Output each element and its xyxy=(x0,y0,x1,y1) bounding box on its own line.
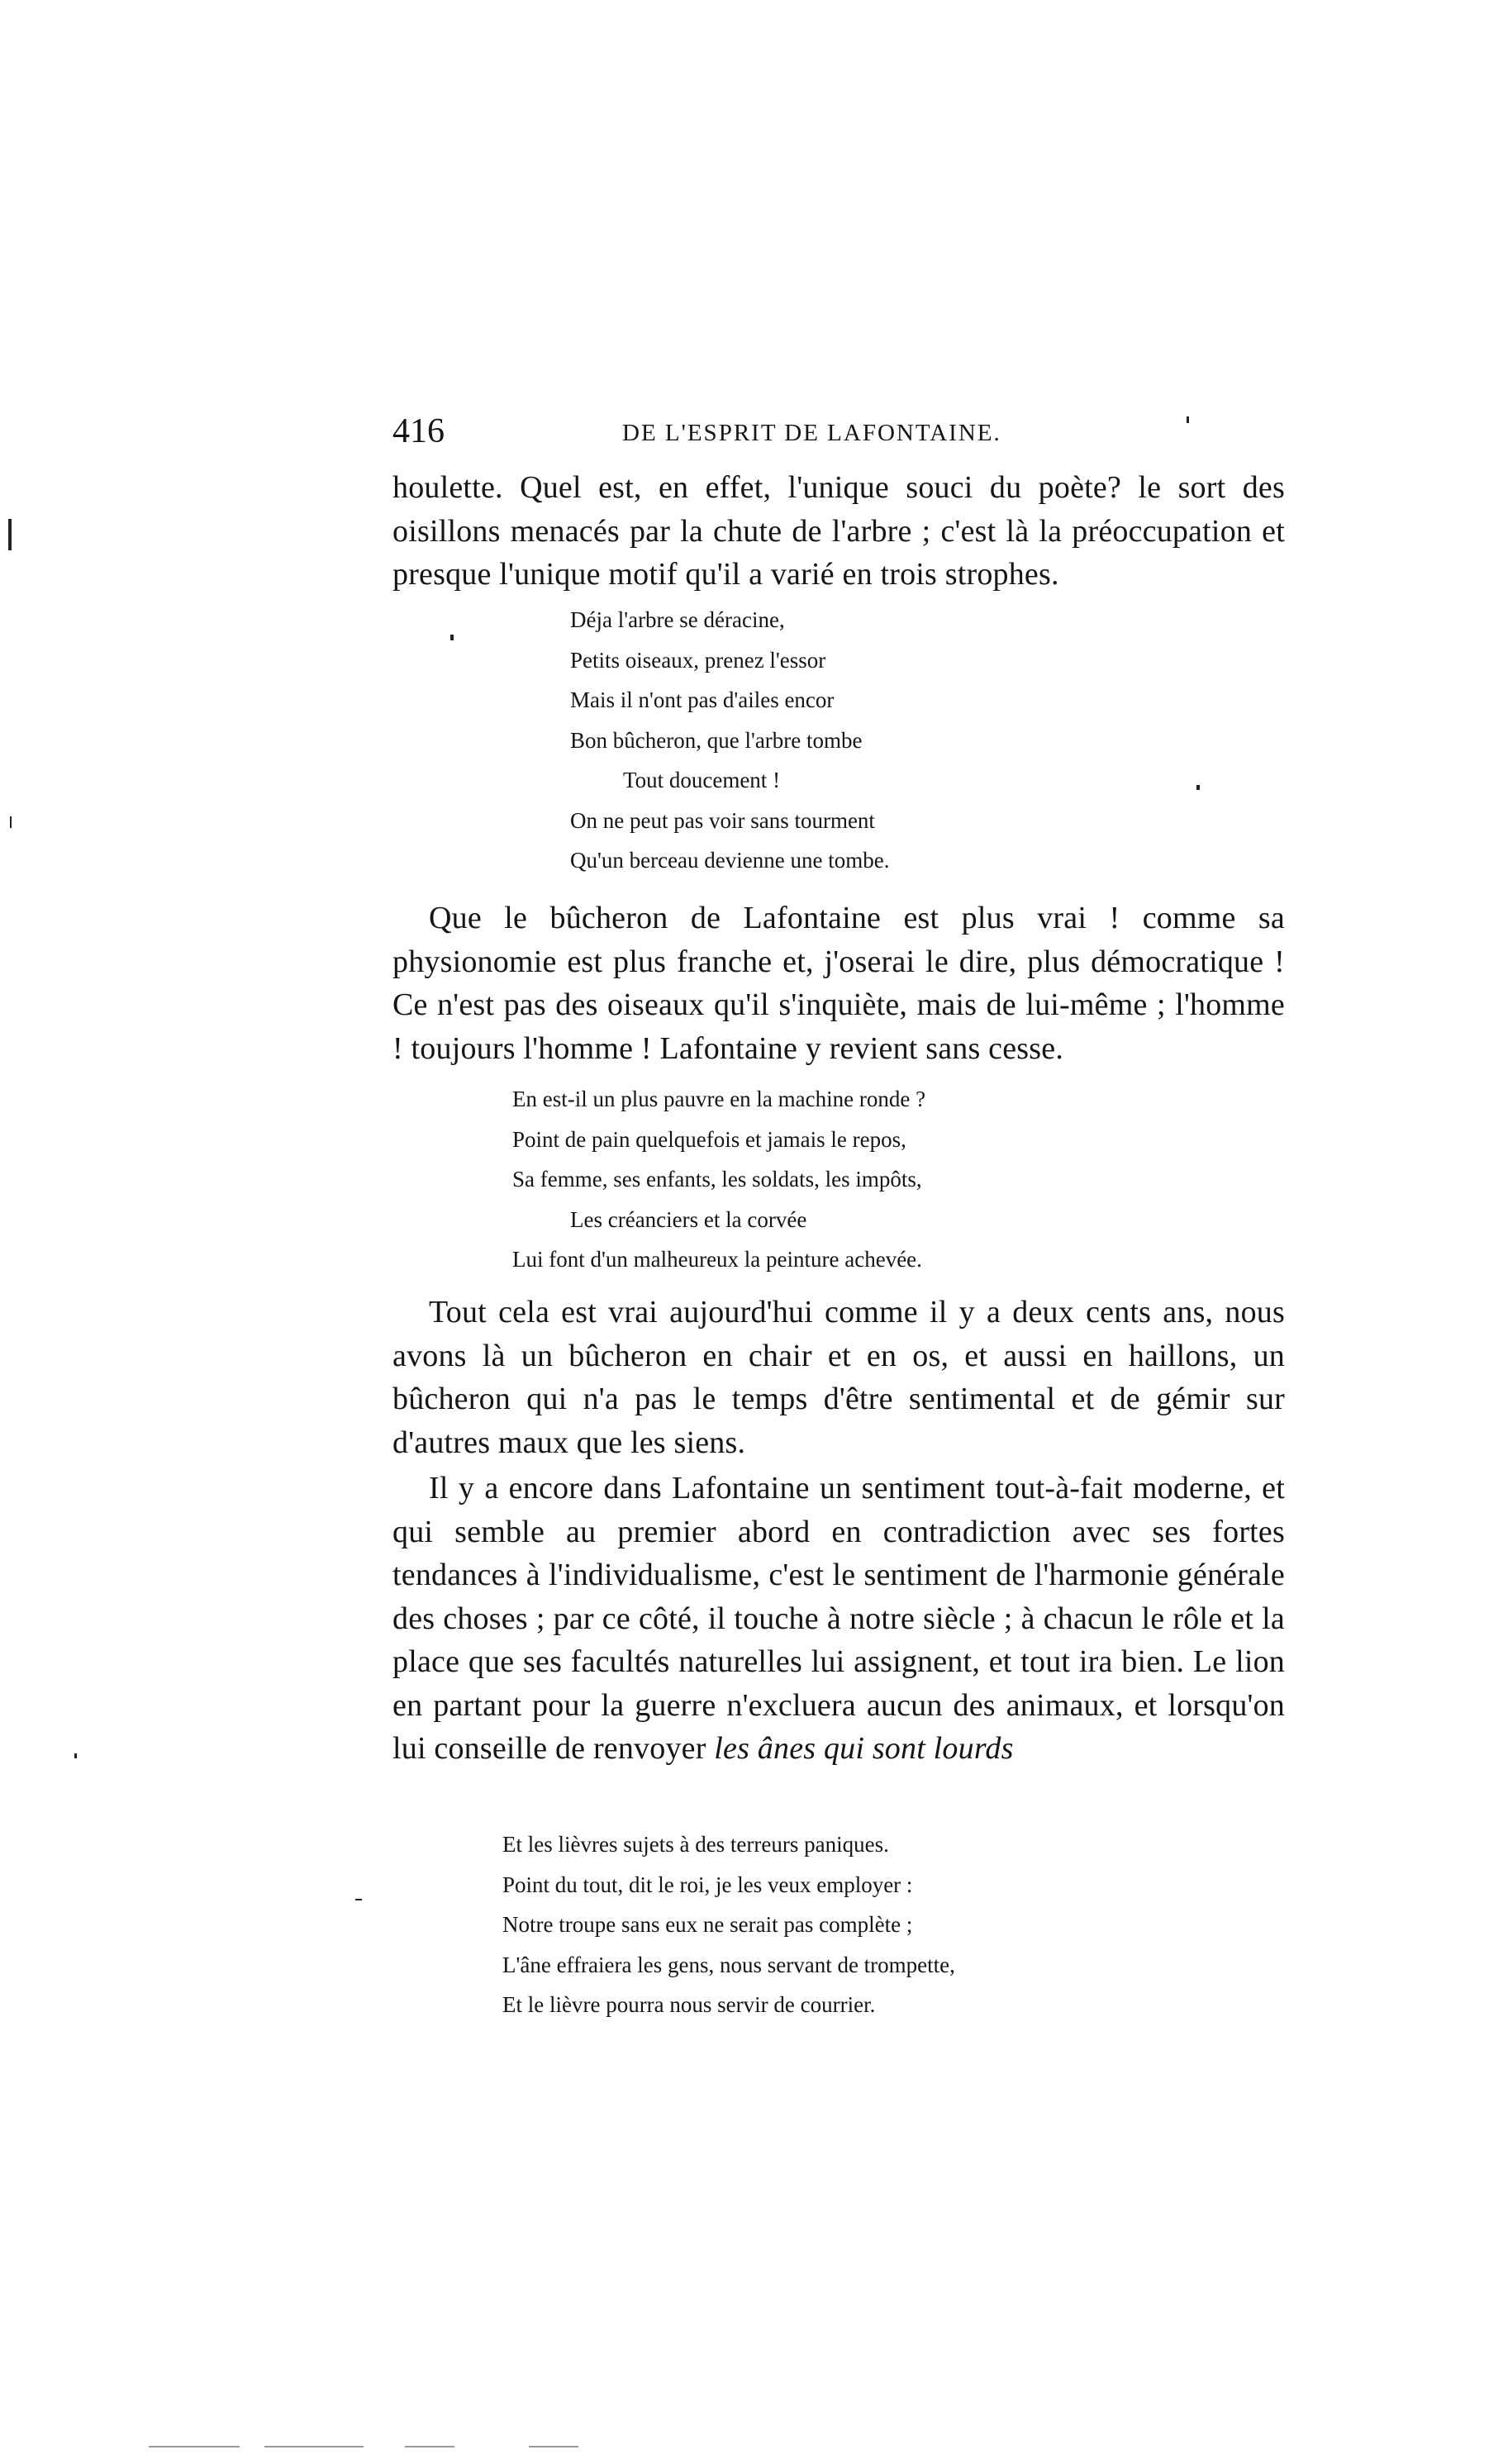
verse-stanza-lion xyxy=(502,1824,955,2025)
verse-line: Notre troupe sans eux ne serait pas complète ; xyxy=(502,1912,913,1937)
italic-quotation: les ânes qui sont lourds xyxy=(714,1731,1014,1766)
scan-mark xyxy=(529,2446,578,2447)
verse-line: Petits oiseaux, prenez l'essor xyxy=(570,647,826,673)
scan-mark xyxy=(1187,416,1189,423)
paragraph-bucheron xyxy=(392,897,1285,1070)
verse-line: Point du tout, dit le roi, je les veux employer : xyxy=(502,1872,913,1897)
paragraph-text: Tout cela est vrai aujourd'hui comme il y a deux cents ans, nous avons là un bûcheron en chair et en os, et aussi en haillons, un bûcheron qui n'a pas le temps d'être sentimental et de gémir sur d'autres maux que les siens. xyxy=(392,1295,1285,1460)
paragraph-text xyxy=(392,1467,1285,1771)
paragraph-continuation xyxy=(392,466,1285,597)
verse-stanza-poverty xyxy=(512,1079,925,1280)
verse-line: Sa femme, ses enfants, les soldats, les impôts, xyxy=(512,1167,922,1192)
paragraph-modern xyxy=(392,1291,1285,1464)
verse-line: Et le lièvre pourra nous servir de courrier. xyxy=(502,1992,876,2017)
scan-mark xyxy=(264,2446,364,2447)
verse-line: Mais il n'ont pas d'ailes encor xyxy=(570,687,835,712)
verse-line: Bon bûcheron, que l'arbre tombe xyxy=(570,727,863,753)
verse-stanza-woodcutter xyxy=(570,600,889,881)
scan-mark xyxy=(149,2446,240,2447)
verse-line: Déja l'arbre se déracine, xyxy=(570,607,785,632)
verse-line: En est-il un plus pauvre en la machine ronde ? xyxy=(512,1087,926,1111)
scan-mark xyxy=(405,2446,454,2447)
scan-mark xyxy=(1196,785,1200,790)
running-head xyxy=(392,411,1285,453)
verse-line: Lui font d'un malheureux la peinture achevée. xyxy=(512,1247,922,1272)
verse-line: Les créanciers et la corvée xyxy=(570,1206,807,1232)
verse-line: Tout doucement ! xyxy=(623,768,781,792)
running-title: DE L'ESPRIT DE LAFONTAINE. xyxy=(622,420,1001,446)
verse-line: On ne peut pas voir sans tourment xyxy=(570,807,875,833)
page-number: 416 xyxy=(392,412,445,450)
scan-mark xyxy=(450,635,454,640)
scan-mark xyxy=(355,1899,362,1900)
paragraph-text: Que le bûcheron de Lafontaine est plus vrai ! comme sa physionomie est plus franche et, j'oserai le dire, plus démocratique ! Ce n'est pas des oiseaux qu'il s'inquiète, mais de lui-même ; l'homme ! toujours l'homme ! Lafontaine y revient sans cesse. xyxy=(392,901,1285,1066)
paragraph-body: Il y a encore dans Lafontaine un sentiment tout-à-fait moderne, et qui semble au premier abord en contradiction avec ses fortes tendances à l'individualisme, c'est le sentiment de l'harmonie générale des choses ; par ce côté, il touche à notre siècle ; à chacun le rôle et la place que ses facultés naturelles lui assignent, et tout ira bien. Le lion en partant pour la guerre n'excluera aucun des animaux, et lorsqu'on lui conseille de renvoyer xyxy=(392,1471,1285,1766)
verse-line: Point de pain quelquefois et jamais le repos, xyxy=(512,1126,906,1152)
verse-line: L'âne effraiera les gens, nous servant de trompette, xyxy=(502,1952,955,1977)
paragraph-harmony xyxy=(392,1467,1285,1771)
scan-mark xyxy=(8,519,12,550)
verse-line: Qu'un berceau devienne une tombe. xyxy=(570,848,890,873)
scan-mark xyxy=(10,816,12,828)
scan-mark xyxy=(74,1753,77,1758)
paragraph-text: houlette. Quel est, en effet, l'unique souci du poète? le sort des oisillons menacés par la chute de l'arbre ; c'est là la préoccupation et presque l'unique motif qu'il a varié en trois strophes. xyxy=(392,470,1285,592)
verse-line: Et les lièvres sujets à des terreurs paniques. xyxy=(502,1832,889,1857)
